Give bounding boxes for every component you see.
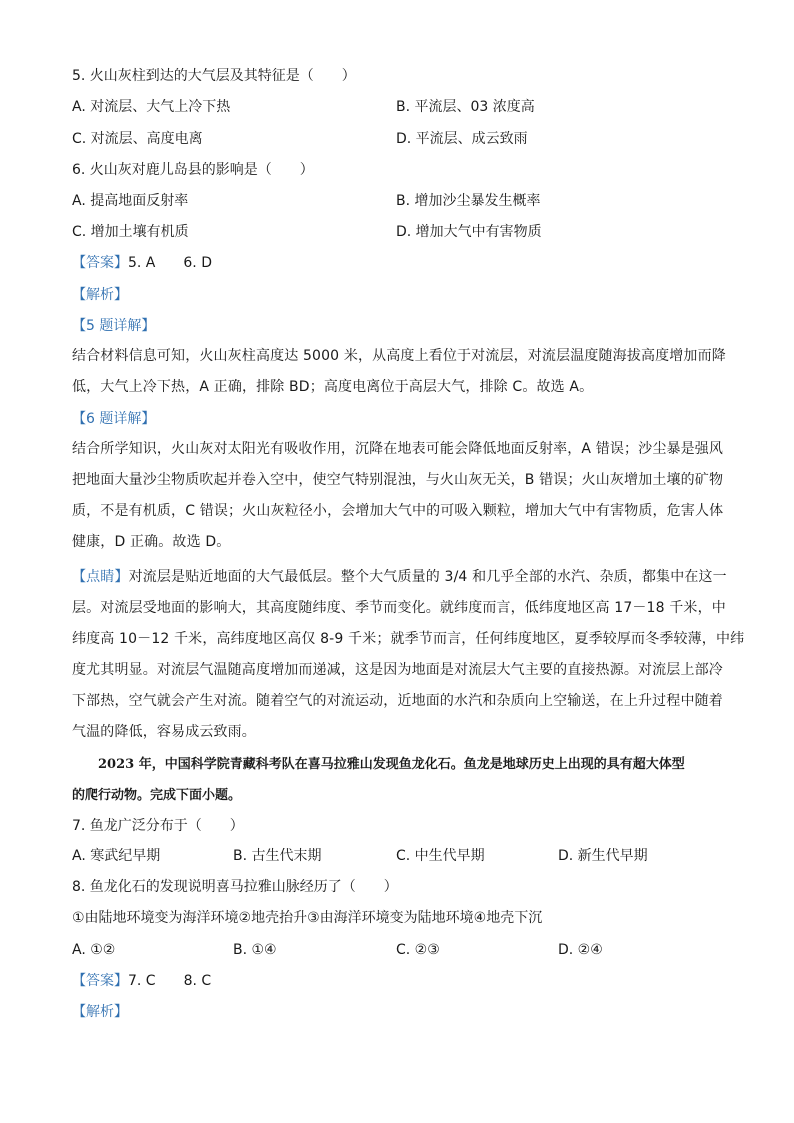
dianjing-paragraph [72,562,745,748]
question-8-statements: ①由陆地环境变为海洋环境②地壳抬升③由海洋环境变为陆地环境④地壳下沉 [72,910,543,926]
detail-5-heading: 【5 题详解】 [72,318,156,334]
option-5c: C. 对流层、高度电离 [72,131,203,147]
question-6-stem: 6. 火山灰对鹿儿岛县的影响是（ ） [72,162,314,178]
dianjing-line: 度尤其明显。对流层气温随高度增加而递减，这是因为地面是对流层大气主要的直接热源。对流层上部冷 [72,662,723,678]
answer-text: 7. C 8. C [128,973,212,989]
option-7b: B. 古生代末期 [233,848,322,864]
option-8a: A. ①② [72,942,116,958]
dianjing-line [72,562,727,593]
material-intro [72,749,685,811]
detail-5-line: 低，大气上冷下热，A 正确，排除 BD；高度电离位于高层大气，排除 C。故选 A。 [72,379,594,395]
option-5d: D. 平流层、成云致雨 [396,131,528,147]
detail-5-line: 结合材料信息可知，火山灰柱高度达 5000 米，从高度上看位于对流层，对流层温度随海拔高度增加而降 [72,348,726,364]
option-7d: D. 新生代早期 [558,848,648,864]
material-line: 2023 年，中国科学院青藏科考队在喜马拉雅山发现鱼龙化石。鱼龙是地球历史上出现的具有超大体型 [72,757,685,772]
option-8d: D. ②④ [558,942,603,958]
question-5-stem: 5. 火山灰柱到达的大气层及其特征是（ ） [72,68,356,84]
answer-tag: 【答案】 [72,973,128,989]
detail-6-heading: 【6 题详解】 [72,411,156,427]
option-5a: A. 对流层、大气上冷下热 [72,99,231,115]
analysis-tag: 【解析】 [72,1004,128,1020]
option-6b: B. 增加沙尘暴发生概率 [396,193,541,209]
option-6d: D. 增加大气中有害物质 [396,224,542,240]
option-7a: A. 寒武纪早期 [72,848,161,864]
analysis-tag: 【解析】 [72,287,128,303]
option-7c: C. 中生代早期 [396,848,485,864]
option-6a: A. 提高地面反射率 [72,193,189,209]
dianjing-line: 层。对流层受地面的影响大，其高度随纬度、季节而变化。就纬度而言，低纬度地区高 17－18 千米，中 [72,600,726,616]
option-6c: C. 增加土壤有机质 [72,224,189,240]
material-line: 的爬行动物。完成下面小题。 [72,788,242,803]
question-7-stem: 7. 鱼龙广泛分布于（ ） [72,818,244,834]
answer-line-2 [72,971,211,991]
question-8-stem: 8. 鱼龙化石的发现说明喜马拉雅山脉经历了（ ） [72,879,398,895]
detail-6-line: 把地面大量沙尘物质吹起并卷入空中，使空气特别混浊，与火山灰无关，B 错误；火山灰增加土壤的矿物 [72,472,724,488]
dianjing-line: 下部热，空气就会产生对流。随着空气的对流运动，近地面的水汽和杂质向上空输送，在上升过程中随着 [72,693,723,709]
option-8b: B. ①④ [233,942,277,958]
dianjing-line: 纬度高 10－12 千米，高纬度地区高仅 8-9 千米；就季节而言，任何纬度地区，夏季较厚而冬季较薄，中纬 [72,631,745,647]
answer-text: 5. A 6. D [128,255,212,271]
dianjing-line: 气温的降低，容易成云致雨。 [72,724,256,740]
answer-tag: 【答案】 [72,255,128,271]
dianjing-tag: 【点睛】 [72,569,129,585]
dianjing-line-text: 对流层是贴近地面的大气最低层。整个大气质量的 3/4 和几乎全部的水汽、杂质，都集中在这一 [128,569,727,585]
detail-5-paragraph [72,341,724,403]
option-8c: C. ②③ [396,942,440,958]
detail-6-paragraph [72,434,724,558]
option-5b: B. 平流层、03 浓度高 [396,99,535,115]
detail-6-line: 质，不是有机质，C 错误；火山灰粒径小，会增加大气中的可吸入颗粒，增加大气中有害物质，危害人体 [72,503,724,519]
detail-6-line: 结合所学知识，火山灰对太阳光有吸收作用，沉降在地表可能会降低地面反射率，A 错误；沙尘暴是强风 [72,441,724,457]
answer-line-1 [72,253,212,273]
detail-6-line: 健康，D 正确。故选 D。 [72,534,231,550]
